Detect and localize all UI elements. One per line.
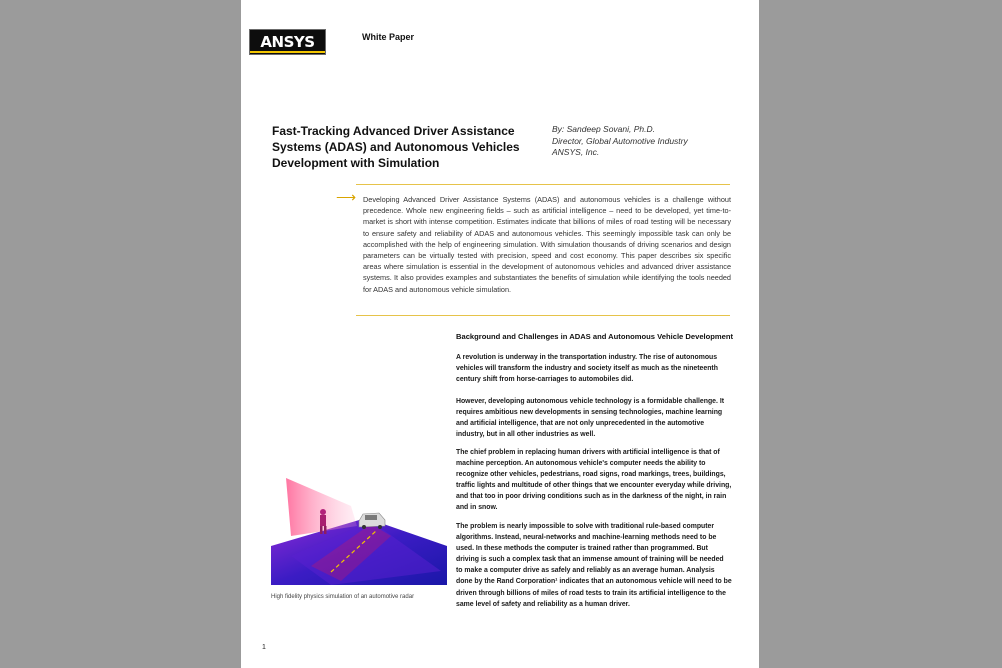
abstract-top-rule [356,184,730,185]
radar-simulation-figure [271,476,447,585]
document-page [241,0,759,668]
body-paragraph-4: The problem is nearly impossible to solve with traditional rule-based computer algorithms. Instead, neural-networks and machine-learning methods need to be used. In these methods the computer is trained rather than programmed. But driving is such a complex task that an immense amount of training will be needed to make a computer drive as safely and reliably as an average human. Analysis done by the Rand Corporation¹ indicates that an autonomous vehicle will need to be driven through billions of miles of road tests to train its artificial intelligence to the same level of safety and reliability as a human driver. [456,523,732,608]
body-paragraph-1: A revolution is underway in the transportation industry. The rise of autonomous vehicles will transform the industry and society itself as much as the nineteenth century shift from horse-carriages to automobiles did. [456,354,718,384]
ansys-logo [249,29,326,55]
page-number: 1 [262,644,266,651]
paper-title: Fast-Tracking Advanced Driver Assistance Systems (ADAS) and Autonomous Vehicles Development with Simulation [272,124,520,170]
car-figure [359,513,385,529]
byline [552,124,752,159]
abstract-bottom-rule [356,315,730,316]
body-paragraph-2: However, developing autonomous vehicle technology is a formidable challenge. It requires ambitious new developments in sensing technologies, machine learning and artificial intelligence, that are not only unprecedented in the automotive industry, but in all other industries as well. [456,398,725,439]
byline-role: Director, Global Automotive Industry [552,135,688,146]
arrow-right-icon: ⟶ [336,189,357,205]
abstract-text: Developing Advanced Driver Assistance Systems (ADAS) and autonomous vehicles is a challenge without precedence. Whole new engineering fields – such as artificial intelligence – need to be developed, yet time-to-market is short with intense competition. Estimates indicate that billions of miles of road testing will be necessary to ensure safety and reliability of ADAS and autonomous vehicles. This seemingly impossible task can only be accomplished with the help of engineering simulation. With simulation thousands of driving scenarios and design parameters can be virtually tested with precision, speed and cost economy. This paper describes six specific areas where simulation is essential in the development of autonomous vehicles and advanced driver assistance systems. It also provides examples and substantiates the benefits of simulation while identifying the tools needed for ADAS and autonomous vehicle simulation. [363,195,731,294]
logo-text: ANSYS [260,33,315,51]
figure-caption: High fidelity physics simulation of an automotive radar [271,594,415,600]
logo-accent-bar [250,51,325,53]
byline-company: ANSYS, Inc. [552,147,600,157]
body-paragraph-3: The chief problem in replacing human drivers with artificial intelligence is that of machine perception. An autonomous vehicle's computer needs the ability to recognize other vehicles, pedestrians, road signs, road markings, trees, buildings, traffic lights and multitude of other things that we encounter everyday while driving, and that too in poor driving conditions such as in the darkness of the night, in rain and in snow. [456,449,732,512]
byline-author: By: Sandeep Sovani, Ph.D. [552,124,656,134]
doc-type-label: White Paper [362,32,415,42]
section-heading: Background and Challenges in ADAS and Autonomous Vehicle Development [456,332,734,341]
